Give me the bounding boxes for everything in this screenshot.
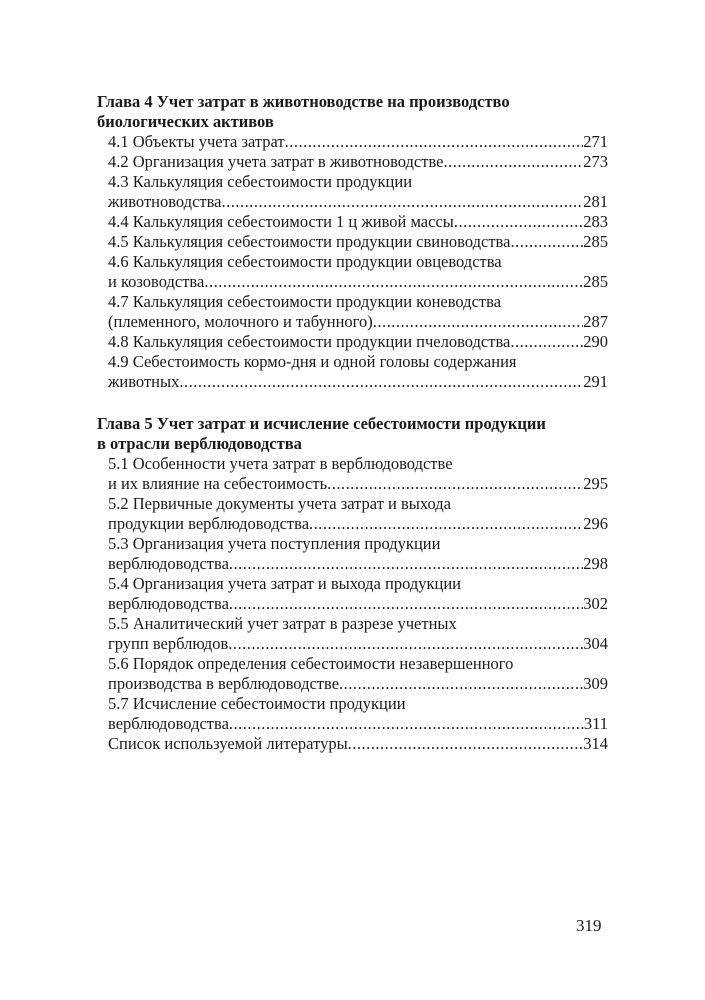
toc-entry-line — [108, 594, 608, 614]
toc-entry-text: животных — [108, 372, 180, 391]
toc-entry — [97, 332, 608, 352]
toc-entry — [97, 654, 608, 694]
toc-entry-text: и козоводства — [108, 272, 205, 291]
toc-entry — [97, 454, 608, 494]
toc-entry — [97, 574, 608, 614]
toc-entry-line — [108, 152, 608, 172]
toc-page-number: 273 — [583, 152, 608, 171]
dot-leader — [443, 152, 583, 172]
toc-entry — [97, 152, 608, 172]
toc-page-number: 296 — [583, 514, 608, 533]
toc-entry — [97, 352, 608, 392]
dot-leader — [204, 272, 583, 292]
toc-entry-text-first-line: 5.5 Аналитический учет затрат в разрезе учетных — [108, 614, 457, 633]
toc-entry-line — [108, 192, 608, 212]
toc-entry — [97, 252, 608, 292]
chapter-5 — [97, 414, 617, 754]
toc-page-number: 285 — [583, 272, 608, 291]
dot-leader — [510, 232, 583, 252]
toc-page-number: 281 — [583, 192, 608, 211]
toc-entry-text-first-line: 4.9 Себестоимость кормо-дня и одной головы содержания — [108, 352, 517, 371]
toc-entry-text: групп верблюдов — [108, 634, 229, 653]
toc-entry-text: 4.1 Объекты учета затрат — [108, 132, 285, 151]
toc-entry-text-first-line: 5.2 Первичные документы учета затрат и выхода — [108, 494, 451, 513]
toc-entry-line — [108, 132, 608, 152]
toc-entry-line — [108, 332, 608, 352]
toc-entry-line — [108, 734, 608, 754]
toc-entry-text: 4.2 Организация учета затрат в животноводстве — [108, 152, 444, 171]
toc-entry — [97, 734, 608, 754]
toc-entry-text-first-line: 5.4 Организация учета затрат и выхода продукции — [108, 574, 462, 593]
toc-page-number: 302 — [583, 594, 608, 613]
toc-entry-line — [108, 474, 608, 494]
toc-entry-text: производства в верблюдоводстве — [108, 674, 340, 693]
dot-leader — [327, 474, 583, 494]
toc-entry-text-first-line: 4.3 Калькуляция себестоимости продукции — [108, 172, 413, 191]
toc-list — [97, 454, 617, 754]
dot-leader — [285, 132, 584, 152]
toc-entry-text-first-line: 4.7 Калькуляция себестоимости продукции коневодства — [108, 292, 502, 311]
toc-entry-line — [108, 312, 608, 332]
toc-entry-line — [108, 634, 608, 654]
toc-entry — [97, 232, 608, 252]
toc-entry-text: верблюдоводства — [108, 714, 229, 733]
toc-entry-text: и их влияние на себестоимость — [108, 474, 328, 493]
chapter-4 — [97, 92, 617, 392]
dot-leader — [510, 332, 583, 352]
toc-page-number: 311 — [583, 714, 608, 733]
toc-entry-text: 4.4 Калькуляция себестоимости 1 ц живой массы — [108, 212, 454, 231]
toc-page-number: 271 — [583, 132, 608, 151]
toc-entry-line — [108, 272, 608, 292]
dot-leader — [373, 312, 583, 332]
toc-page-number: 291 — [583, 372, 608, 391]
page-number: 319 — [576, 916, 602, 935]
toc-entry-text-first-line: 5.1 Особенности учета затрат в верблюдоводстве — [108, 454, 453, 473]
toc-entry-line — [108, 212, 608, 232]
toc-entry-text: (племенного, молочного и табунного) — [108, 312, 373, 331]
toc-entry — [97, 292, 608, 332]
toc-page-number: 287 — [583, 312, 608, 331]
toc-entry-text: верблюдоводства — [108, 554, 229, 573]
dot-leader — [179, 372, 583, 392]
toc-entry-text-first-line: 5.3 Организация учета поступления продукции — [108, 534, 441, 553]
toc-entry-line — [108, 232, 608, 252]
toc-page-number: 298 — [583, 554, 608, 573]
toc-entry — [97, 694, 608, 734]
dot-leader — [222, 192, 584, 212]
dot-leader — [229, 594, 583, 614]
chapter-title: Глава 5 Учет затрат и исчисление себестоимости продукции в отрасли верблюдоводства — [97, 414, 546, 453]
toc-entry-text-first-line: 5.7 Исчисление себестоимости продукции — [108, 694, 406, 713]
toc-entry — [97, 534, 608, 574]
toc-page-number: 285 — [583, 232, 608, 251]
toc-page-number: 283 — [583, 212, 608, 231]
toc-entry — [97, 172, 608, 212]
toc-entry-text: верблюдоводства — [108, 594, 229, 613]
toc-entry — [97, 132, 608, 152]
toc-entry-line — [108, 674, 608, 694]
toc-page-number: 290 — [583, 332, 608, 351]
toc-list — [97, 132, 617, 392]
toc-entry-line — [108, 514, 608, 534]
toc-entry-text-first-line: 4.6 Калькуляция себестоимости продукции овцеводства — [108, 252, 502, 271]
dot-leader — [454, 212, 583, 232]
toc-entry-line — [108, 714, 608, 734]
toc-entry — [97, 614, 608, 654]
dot-leader — [228, 634, 583, 654]
toc-entry-line — [108, 554, 608, 574]
toc-entry — [97, 494, 608, 534]
toc-entry-text: животноводства — [108, 192, 222, 211]
dot-leader — [348, 734, 584, 754]
toc-entry — [97, 212, 608, 232]
toc-page-number: 314 — [583, 734, 608, 753]
toc-page-number: 309 — [583, 674, 608, 693]
chapter-title: Глава 4 Учет затрат в животноводстве на производство биологических активов — [97, 92, 510, 131]
dot-leader — [229, 554, 583, 574]
dot-leader — [229, 714, 584, 734]
toc-entry-line — [108, 372, 608, 392]
toc-entry-text: Список используемой литературы — [108, 734, 348, 753]
toc-page-number: 304 — [583, 634, 608, 653]
dot-leader — [339, 674, 583, 694]
toc-page-number: 295 — [583, 474, 608, 493]
toc-entry-text: продукции верблюдоводства — [108, 514, 310, 533]
toc-entry-text-first-line: 5.6 Порядок определения себестоимости незавершенного — [108, 654, 514, 673]
dot-leader — [309, 514, 583, 534]
toc-entry-text: 4.5 Калькуляция себестоимости продукции свиноводства — [108, 232, 511, 251]
toc-entry-text: 4.8 Калькуляция себестоимости продукции пчеловодства — [108, 332, 511, 351]
